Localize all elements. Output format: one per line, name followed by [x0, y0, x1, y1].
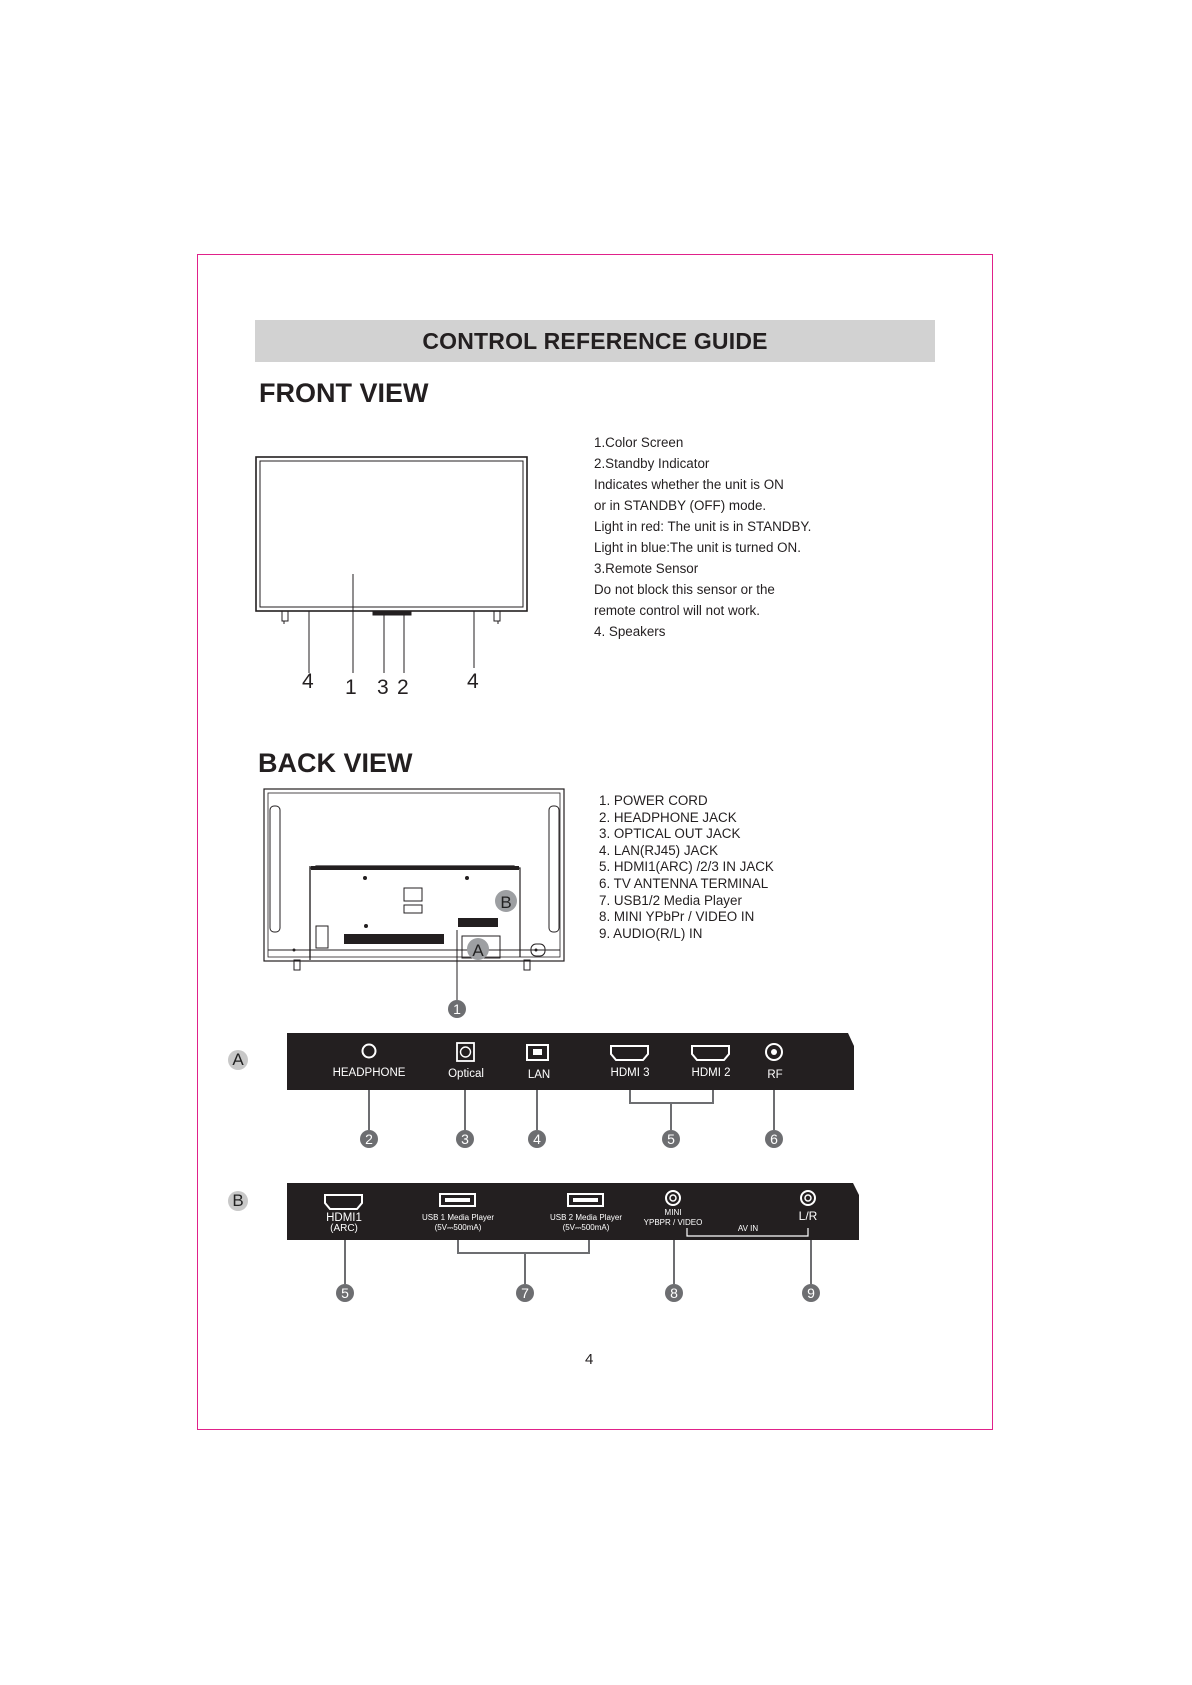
legend-line: 8. MINI YPbPr / VIDEO IN — [599, 909, 755, 925]
zone-a-letter: A — [472, 941, 484, 960]
headphone-label: HEADPHONE — [332, 1067, 406, 1079]
panel-a-board — [287, 1033, 854, 1090]
back-view-heading: BACK VIEW — [258, 748, 413, 778]
legend-line: 3. OPTICAL OUT JACK — [599, 826, 741, 842]
legend-line: 5. HDMI1(ARC) /2/3 IN JACK — [599, 859, 774, 875]
front-tv-illustration — [256, 457, 527, 673]
back-tv-illustration — [264, 789, 564, 1000]
front-view-heading: FRONT VIEW — [259, 378, 429, 408]
hdmi2-label: HDMI 2 — [691, 1067, 731, 1079]
legend-line: Indicates whether the unit is ON — [594, 477, 784, 492]
legend-line: 6. TV ANTENNA TERMINAL — [599, 875, 769, 891]
front-callout-standby: 2 — [397, 676, 409, 699]
usb2-rating-label: (5V⎓500mA) — [562, 1223, 610, 1232]
title-text: CONTROL REFERENCE GUIDE — [422, 327, 768, 354]
callout-number: 8 — [670, 1285, 678, 1301]
legend-line: or in STANDBY (OFF) mode. — [594, 498, 767, 513]
panel-a-leaders — [369, 1090, 774, 1130]
legend-line: 7. USB1/2 Media Player — [599, 892, 742, 908]
legend-line: 9. AUDIO(R/L) IN — [599, 925, 703, 941]
callout-number: 1 — [453, 1001, 461, 1017]
usb2-label: USB 2 Media Player — [549, 1213, 623, 1222]
lr-label: L/R — [798, 1209, 818, 1223]
callout-number: 4 — [533, 1131, 541, 1147]
front-callout-screen: 1 — [345, 676, 357, 699]
callout-number: 6 — [770, 1131, 778, 1147]
callout-number: 2 — [365, 1131, 373, 1147]
hdmi1-arc-label: (ARC) — [330, 1223, 358, 1234]
legend-line: 2.Standby Indicator — [594, 456, 710, 471]
legend-line: Do not block this sensor or the — [594, 582, 775, 597]
panel-b-marker: B — [228, 1191, 248, 1211]
mini-label: MINI — [664, 1208, 682, 1217]
front-callout-speaker-left: 4 — [302, 670, 314, 693]
panel-a-callouts — [360, 1130, 783, 1148]
legend-line: 3.Remote Sensor — [594, 561, 699, 576]
callout-number: 5 — [667, 1131, 675, 1147]
front-callout-speaker-right: 4 — [467, 670, 479, 693]
av-in-label: AV IN — [737, 1224, 759, 1233]
page-number: 4 — [585, 1351, 594, 1368]
hdmi3-label: HDMI 3 — [610, 1067, 650, 1079]
legend-line: 1. POWER CORD — [599, 793, 708, 808]
legend-line: 2. HEADPHONE JACK — [599, 809, 737, 825]
callout-number: 5 — [341, 1285, 349, 1301]
optical-label: Optical — [448, 1068, 484, 1080]
legend-line: remote control will not work. — [594, 603, 760, 618]
panel-a-marker: A — [228, 1050, 248, 1070]
hdmi1-label: HDMI1 — [326, 1212, 362, 1224]
panel-b-leaders — [345, 1240, 811, 1284]
legend-line: Light in blue:The unit is turned ON. — [594, 540, 801, 555]
ypbpr-video-label: YPBPR / VIDEO — [643, 1218, 703, 1227]
callout-number: 9 — [807, 1285, 815, 1301]
zone-b-letter: B — [500, 893, 512, 912]
usb1-rating-label: (5V⎓500mA) — [434, 1223, 482, 1232]
callout-number: 7 — [521, 1285, 529, 1301]
callout-number: 3 — [461, 1131, 469, 1147]
front-callout-remote-sensor: 3 — [377, 676, 389, 699]
lan-label: LAN — [527, 1069, 551, 1081]
rf-label: RF — [767, 1069, 783, 1081]
panel-b-callouts — [336, 1284, 820, 1302]
usb1-label: USB 1 Media Player — [421, 1213, 495, 1222]
legend-line: 4. LAN(RJ45) JACK — [599, 842, 719, 858]
legend-line: 4. Speakers — [594, 624, 666, 639]
legend-line: Light in red: The unit is in STANDBY. — [594, 519, 812, 534]
legend-line: 1.Color Screen — [594, 435, 684, 450]
